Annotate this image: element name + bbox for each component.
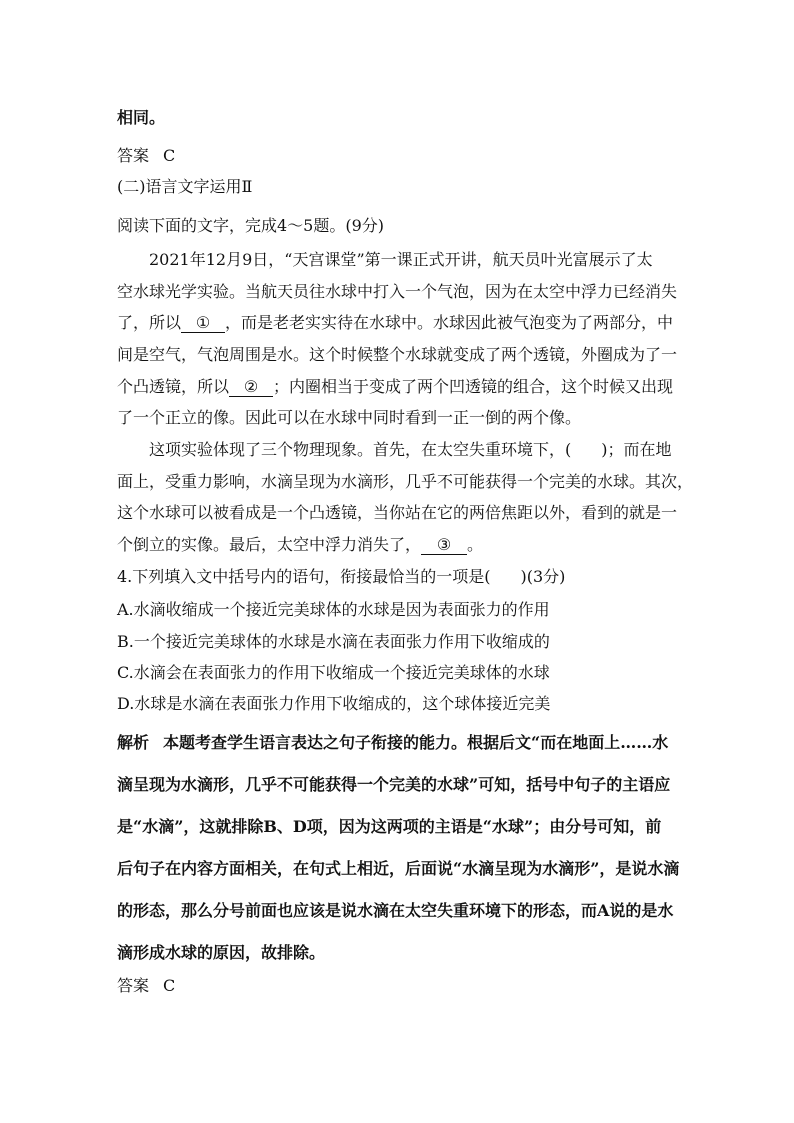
passage-line: 这个水球可以被看成是一个凸透镜，当你站在它的两倍焦距以外，看到的就是一	[117, 503, 678, 522]
analysis-line: 解析 本题考查学生语言表达之句子衔接的能力。根据后文“而在地面上……水	[117, 733, 669, 752]
passage-line: 个倒立的实像。最后，太空中浮力消失了， ③ 。	[117, 535, 484, 554]
analysis-line: 滴形成水球的原因，故排除。	[117, 943, 326, 962]
passage-line: 这项实验体现了三个物理现象。首先，在太空失重环境下，( )；而在地	[149, 440, 672, 459]
previous-text-tail: 相同。	[117, 108, 166, 127]
option-d: D.水球是水滴在表面张力作用下收缩成的，这个球体接近完美	[117, 694, 551, 713]
answer-value: C	[163, 146, 176, 165]
analysis-line: 是“水滴”，这就排除B、D项，因为这两项的主语是“水球”；由分号可知，前	[117, 817, 662, 836]
passage-line: 个凸透镜，所以 ② ；内圈相当于变成了两个凹透镜的组合，这个时候又出现	[117, 377, 674, 396]
analysis-line: 滴呈现为水滴形，几乎不可能获得一个完美的水球”可知，括号中句子的主语应	[117, 775, 671, 794]
option-b: B.一个接近完美球体的水球是水滴在表面张力作用下收缩成的	[117, 632, 550, 651]
passage-line: 2021年12月9日，“天宫课堂”第一课正式开讲，航天员叶光富展示了太	[149, 250, 653, 269]
passage-line: 间是空气，气泡周围是水。这个时候整个水球就变成了两个透镜，外圈成为了一	[117, 345, 678, 364]
section-title: (二)语言文字运用Ⅱ	[117, 177, 253, 196]
answer-label: 答案	[117, 976, 150, 995]
answer-line-1	[117, 146, 175, 166]
passage-line: 面上，受重力影响，水滴呈现为水滴形，几乎不可能获得一个完美的水球。其次，	[117, 472, 694, 491]
passage-line: 了一个正立的像。因此可以在水球中同时看到一正一倒的两个像。	[117, 408, 582, 427]
option-c: C.水滴会在表面张力的作用下收缩成一个接近完美球体的水球	[117, 663, 550, 682]
passage-line: 空水球光学实验。当航天员往水球中打入一个气泡，因为在太空中浮力已经消失	[117, 282, 678, 301]
instruction: 阅读下面的文字，完成4～5题。(9分)	[117, 216, 385, 235]
analysis-line: 的形态，那么分号前面也应该是说水滴在太空失重环境下的形态，而A说的是水	[117, 901, 674, 920]
answer-line-2	[117, 976, 175, 996]
blank-3: ③	[421, 536, 467, 555]
blank-1: ①	[181, 314, 225, 333]
analysis-line: 后句子在内容方面相关，在句式上相近，后面说“水滴呈现为水滴形”，是说水滴	[117, 859, 680, 878]
question-stem: 4.下列填入文中括号内的语句，衔接最恰当的一项是( )(3分)	[117, 567, 566, 586]
option-a: A.水滴收缩成一个接近完美球体的水球是因为表面张力的作用	[117, 600, 550, 619]
analysis-label: 解析	[117, 733, 150, 752]
blank-2: ②	[229, 378, 273, 397]
passage-line: 了，所以 ① ，而是老老实实待在水球中。水球因此被气泡变为了两部分，中	[117, 313, 674, 332]
answer-value: C	[163, 976, 176, 995]
answer-label: 答案	[117, 146, 150, 165]
